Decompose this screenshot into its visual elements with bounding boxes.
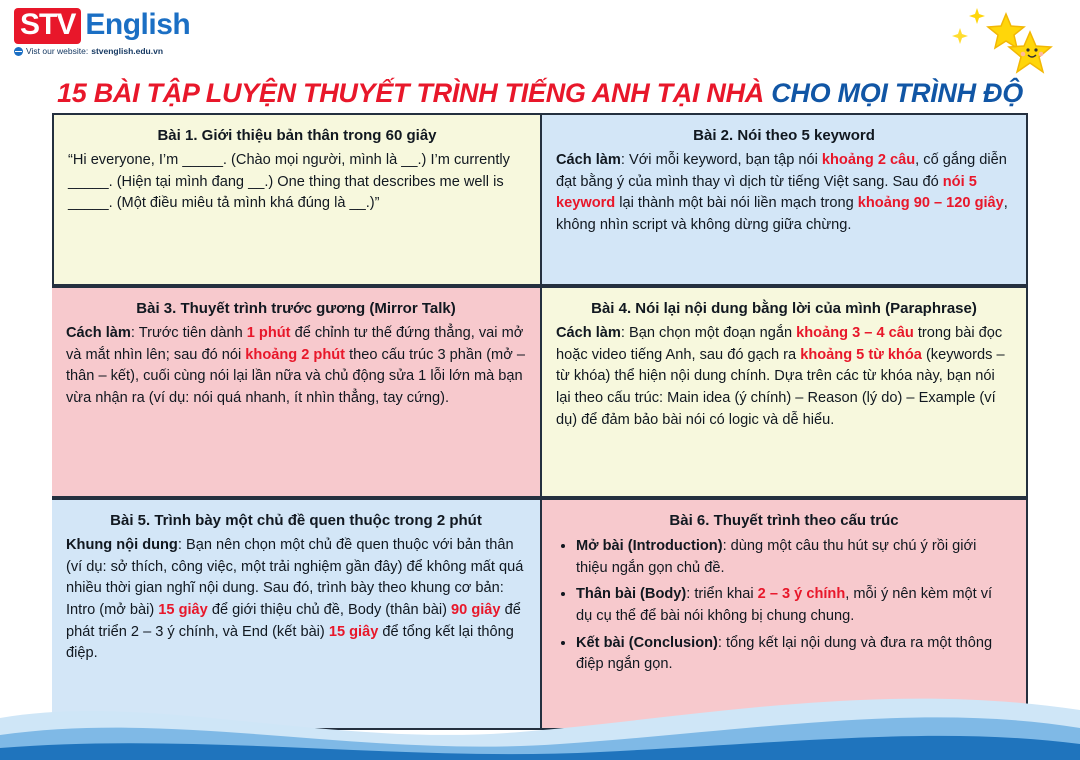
card-title: Bài 6. Thuyết trình theo cấu trúc [669, 512, 899, 529]
card-bai-2 [542, 113, 1028, 286]
list-item: • Mở bài (Introduction): dùng một câu thu hút sự chú ý rồi giới thiệu ngắn gọn chủ đề. [576, 535, 1012, 579]
exercise-grid [52, 113, 1028, 730]
logo-word: English [85, 8, 191, 41]
card-bullet-list [556, 535, 1012, 676]
card-title: Bài 3. Thuyết trình trước gương (Mirror Talk) [136, 300, 456, 317]
card-body: Khung nội dung: Bạn nên chọn một chủ đề quen thuộc với bản thân (ví dụ: sở thích, công việc, một trải nghiệm gần đây) để không mất quá nhiều thời gian nghĩ nội dung. Sau đó, trình bày theo khung cơ bản: Intro (mở bài) 15 giây để giới thiệu chủ đề, Body (thân bài) 90 giây để phát triển 2 – 3 ý chính, và End (kết bài) 15 giây để tổng kết lại thông điệp. [66, 537, 524, 662]
card-bai-6 [542, 498, 1028, 730]
logo-website-line [14, 46, 163, 56]
brand-logo [14, 8, 190, 56]
card-title: Bài 2. Nói theo 5 keyword [693, 127, 875, 144]
card-body: Cách làm: Bạn chọn một đoạn ngắn khoảng 3 – 4 câu trong bài đọc hoặc video tiếng Anh, sau đó gạch ra khoảng 5 từ khóa (keywords – từ khóa) thể hiện nội dung chính. Dựa trên các từ khóa này, bạn nói lại theo cấu trúc: Main idea (ý chính) – Reason (lý do) – Example (ví dụ) để đảm bảo bài nói có logic và dễ hiểu. [556, 325, 1005, 428]
list-item: • Kết bài (Conclusion): tổng kết lại nội dung và đưa ra một thông điệp ngắn gọn. [576, 632, 1012, 676]
card-body: “Hi everyone, I’m _____. (Chào mọi người, mình là __.) I’m currently _____. (Hiện tại mình đang __.) One thing that describes me well is _____. (Một điều miêu tả mình khá đúng là __.)” [68, 152, 510, 212]
page-title-part-blue: CHO MỌI TRÌNH ĐỘ [771, 78, 1023, 109]
star-icon [944, 6, 1054, 76]
card-bai-1 [52, 113, 542, 286]
card-bai-4 [542, 286, 1028, 498]
card-body: Cách làm: Trước tiên dành 1 phút để chỉnh tư thế đứng thẳng, vai mở và mắt nhìn lên; sau đó nói khoảng 2 phút theo cấu trúc 3 phần (mở – thân – kết), cuối cùng nói lại lần nữa và chủ động sửa 1 lỗi lớn mà bạn vừa nhận ra (ví dụ: nói quá nhanh, ít nhìn thẳng, tay cứng). [66, 325, 525, 406]
globe-icon [14, 47, 23, 56]
page-title [0, 78, 1080, 109]
card-title: Bài 1. Giới thiệu bản thân trong 60 giây [157, 127, 437, 144]
logo-badge: STV [14, 8, 81, 44]
logo-wordmark [14, 8, 190, 44]
card-title: Bài 5. Trình bày một chủ đề quen thuộc trong 2 phút [110, 512, 482, 529]
card-body: Cách làm: Với mỗi keyword, bạn tập nói khoảng 2 câu, cố gắng diễn đạt bằng ý của mình thay vì dịch từ tiếng Việt sang. Sau đó nói 5 keyword lại thành một bài nói liền mạch trong khoảng 90 – 120 giây, không nhìn script và không dừng giữa chừng. [556, 152, 1008, 233]
card-title: Bài 4. Nói lại nội dung bằng lời của mình (Paraphrase) [591, 300, 977, 317]
list-item: • Thân bài (Body): triển khai 2 – 3 ý chính, mỗi ý nên kèm một ví dụ cụ thể để bài nói không bị chung chung. [576, 583, 1012, 627]
page-title-part-red: 15 BÀI TẬP LUYỆN THUYẾT TRÌNH TIẾNG ANH TẠI NHÀ [57, 78, 772, 109]
website-prefix: Vist our website: [26, 46, 89, 56]
card-bai-5 [52, 498, 542, 730]
card-bai-3 [52, 286, 542, 498]
website-url: stvenglish.edu.vn [91, 46, 164, 56]
